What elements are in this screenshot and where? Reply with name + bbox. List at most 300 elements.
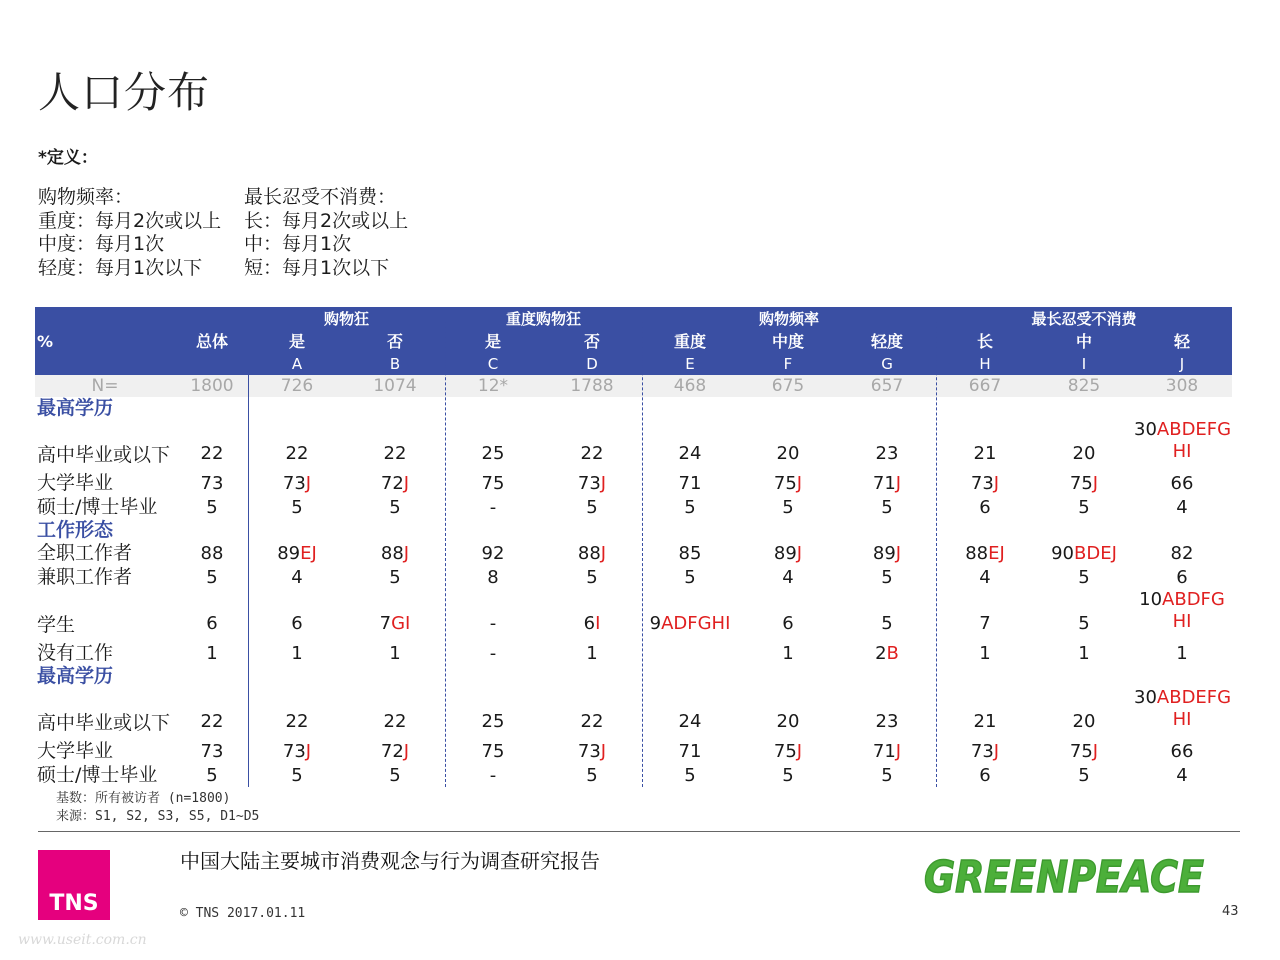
cell-line xyxy=(347,543,443,565)
cell-value: 88 xyxy=(200,543,224,564)
cell-value: 1 xyxy=(782,643,794,664)
table-cell xyxy=(544,741,640,763)
cell-value: 2 xyxy=(875,643,887,664)
cell-value: 1 xyxy=(1176,643,1188,664)
table-cell xyxy=(347,443,443,465)
cell-line xyxy=(164,473,260,495)
cell-value: 88 xyxy=(577,543,601,564)
cell-line xyxy=(164,497,260,519)
table-column-header xyxy=(35,331,1232,353)
cell-line xyxy=(839,643,935,665)
significance-marker: EJ xyxy=(300,543,317,564)
cell-line xyxy=(1134,589,1230,611)
cell-value: 75 xyxy=(773,741,797,762)
cell-line xyxy=(839,765,935,787)
table-cell xyxy=(740,613,836,635)
cell-line xyxy=(839,443,935,465)
cell-value: 30 xyxy=(1134,419,1157,440)
cell-line xyxy=(1036,741,1132,763)
table-cell xyxy=(839,567,935,589)
column-letter: J xyxy=(1179,355,1185,373)
group-header: 购物频率 xyxy=(758,310,819,328)
cell-line xyxy=(1134,419,1230,441)
cell-line xyxy=(249,443,345,465)
cell-value: 4 xyxy=(1176,765,1188,786)
table-cell xyxy=(544,711,640,733)
table-row xyxy=(35,565,1232,589)
table-cell xyxy=(839,443,935,465)
table-cell xyxy=(740,543,836,565)
cell-value: 89 xyxy=(277,543,301,564)
table-cell xyxy=(1134,419,1230,463)
copyright: © TNS 2017.01.11 xyxy=(180,906,306,921)
cell-value: 72 xyxy=(380,473,404,494)
row-label: 全职工作者 xyxy=(37,542,133,564)
table-cell xyxy=(642,443,738,465)
table-cell xyxy=(839,643,935,665)
table-cell xyxy=(347,765,443,787)
table-cell xyxy=(347,711,443,733)
table-cell xyxy=(1036,473,1132,495)
table-row xyxy=(35,495,1232,519)
significance-marker: ADFGHI xyxy=(661,613,731,634)
cell-value: 1 xyxy=(389,643,401,664)
cell-value: 24 xyxy=(678,711,702,732)
cell-value: 5 xyxy=(684,497,696,518)
cell-value: 22 xyxy=(285,443,309,464)
table-cell xyxy=(544,443,640,465)
cell-line xyxy=(839,567,935,589)
table-cell xyxy=(642,711,738,733)
cell-line xyxy=(937,543,1033,565)
cell-line xyxy=(164,543,260,565)
table-row xyxy=(35,467,1232,495)
column-header: 总体 xyxy=(195,332,228,351)
cell-value: 1 xyxy=(586,643,598,664)
cell-line xyxy=(544,443,640,465)
table-cell xyxy=(445,443,541,465)
cell-value: 89 xyxy=(773,543,797,564)
significance-marker: ABDEFG xyxy=(1156,687,1232,708)
cell-value: 1 xyxy=(1078,643,1090,664)
cell-line xyxy=(445,543,541,565)
significance-marker: J xyxy=(993,473,1000,494)
cell-line xyxy=(642,443,738,465)
table-cell xyxy=(249,711,345,733)
column-header: 轻度 xyxy=(870,332,903,351)
table-cell xyxy=(544,473,640,495)
table-cell xyxy=(642,567,738,589)
table-cell xyxy=(1134,687,1230,731)
group-header: 购物狂 xyxy=(323,310,369,328)
cell-value: 88 xyxy=(965,543,989,564)
cell-value: 75 xyxy=(773,473,797,494)
footnote-source: 来源：S1, S2, S3, S5, D1~D5 xyxy=(56,809,260,824)
sample-size-value: 308 xyxy=(1165,376,1199,396)
table-cell xyxy=(1134,765,1230,787)
column-header: 是 xyxy=(484,332,501,351)
cell-line xyxy=(445,443,541,465)
table-cell xyxy=(1134,643,1230,665)
sample-size-value: 1074 xyxy=(373,376,417,396)
table-row xyxy=(35,589,1232,637)
significance-marker: I xyxy=(595,613,601,634)
cell-line xyxy=(347,497,443,519)
table-cell xyxy=(249,567,345,589)
table-cell xyxy=(937,765,1033,787)
significance-marker: EJ xyxy=(988,543,1005,564)
cell-value: 75 xyxy=(1069,473,1093,494)
sample-size-value: 667 xyxy=(968,376,1002,396)
cell-value: 75 xyxy=(481,473,505,494)
cell-value: - xyxy=(489,497,497,518)
cell-value: 5 xyxy=(881,567,893,588)
significance-marker: J xyxy=(600,473,607,494)
cell-line xyxy=(1036,543,1132,565)
cell-line xyxy=(1036,443,1132,465)
cell-line xyxy=(164,567,260,589)
row-label: 硕士/博士毕业 xyxy=(37,496,158,518)
cell-value: 89 xyxy=(872,543,896,564)
table-cell xyxy=(937,497,1033,519)
column-header: 轻 xyxy=(1173,332,1190,351)
table-cell xyxy=(347,643,443,665)
cell-line xyxy=(1036,765,1132,787)
cell-value: 5 xyxy=(881,497,893,518)
table-cell xyxy=(347,567,443,589)
cell-value: 4 xyxy=(291,567,303,588)
section-title: 工作形态 xyxy=(37,519,114,541)
cell-line xyxy=(445,643,541,665)
cell-line xyxy=(937,643,1033,665)
section-header-row xyxy=(35,665,1232,687)
table-cell xyxy=(249,765,345,787)
table-cell xyxy=(839,613,935,635)
column-letter: C xyxy=(487,355,499,373)
footnote xyxy=(56,790,259,826)
cell-line xyxy=(544,497,640,519)
cell-line xyxy=(249,473,345,495)
table-cell xyxy=(445,741,541,763)
cell-line xyxy=(937,497,1033,519)
significance-marker: J xyxy=(796,741,803,762)
column-separator xyxy=(445,307,446,787)
cell-line xyxy=(249,567,345,589)
table-cell xyxy=(164,497,260,519)
cell-value: 5 xyxy=(389,497,401,518)
column-separator xyxy=(642,307,643,787)
table-row xyxy=(35,735,1232,763)
table-cell xyxy=(740,765,836,787)
cell-value: 24 xyxy=(678,443,702,464)
cell-line xyxy=(164,765,260,787)
cell-line xyxy=(1036,473,1132,495)
significance-marker: J xyxy=(600,543,607,564)
cell-line xyxy=(1134,741,1230,763)
cell-value: 90 xyxy=(1051,543,1074,564)
cell-line xyxy=(839,711,935,733)
cell-line xyxy=(740,711,836,733)
cell-line xyxy=(1036,711,1132,733)
significance-marker: J xyxy=(403,543,410,564)
cell-value: 5 xyxy=(586,497,598,518)
cell-value: 5 xyxy=(586,765,598,786)
cell-value: 10 xyxy=(1139,589,1163,610)
table-cell xyxy=(839,765,935,787)
table-cell xyxy=(445,473,541,495)
definition-line: 重度：每月2次或以上 xyxy=(38,209,222,232)
table-cell xyxy=(740,443,836,465)
cell-value: 73 xyxy=(200,473,224,494)
cell-value: 75 xyxy=(1069,741,1093,762)
section-header-row xyxy=(35,519,1232,541)
table-cell xyxy=(1036,765,1132,787)
cell-line xyxy=(1036,567,1132,589)
tns-logo xyxy=(38,850,110,920)
table-cell xyxy=(544,643,640,665)
cell-line xyxy=(347,741,443,763)
cell-line xyxy=(347,765,443,787)
percent-label: % xyxy=(37,332,54,351)
cell-value: 6 xyxy=(979,765,991,786)
cell-line xyxy=(249,497,345,519)
demographics-table xyxy=(35,307,1232,787)
cell-value: 21 xyxy=(973,443,997,464)
cell-value: 5 xyxy=(1078,613,1090,634)
table-cell xyxy=(1036,443,1132,465)
table-cell xyxy=(937,643,1033,665)
cell-value: 66 xyxy=(1170,473,1194,494)
sample-size-value: 1800 xyxy=(190,376,234,396)
table-letter-header xyxy=(35,353,1232,375)
cell-value: 5 xyxy=(782,765,794,786)
cell-value: 22 xyxy=(200,711,224,732)
cell-line xyxy=(1134,687,1230,709)
report-title: 中国大陆主要城市消费观念与行为调查研究报告 xyxy=(180,849,600,873)
cell-value: 71 xyxy=(678,741,702,762)
cell-value: 5 xyxy=(206,765,218,786)
row-label: 学生 xyxy=(37,614,76,636)
cell-value: 25 xyxy=(481,443,505,464)
table-cell xyxy=(445,497,541,519)
column-letter: A xyxy=(291,355,303,373)
column-letter: H xyxy=(979,355,991,373)
cell-line xyxy=(1134,497,1230,519)
table-cell xyxy=(164,473,260,495)
cell-value: 30 xyxy=(1134,687,1157,708)
cell-line xyxy=(740,765,836,787)
cell-value: 5 xyxy=(389,567,401,588)
cell-line xyxy=(1134,473,1230,495)
table-cell xyxy=(1036,613,1132,635)
sample-size-value: 1788 xyxy=(570,376,614,396)
cell-value: 5 xyxy=(206,497,218,518)
cell-line xyxy=(249,711,345,733)
cell-value: 23 xyxy=(875,443,899,464)
cell-line xyxy=(164,643,260,665)
cell-value: - xyxy=(489,643,497,664)
cell-line xyxy=(445,473,541,495)
cell-value: 5 xyxy=(881,613,893,634)
cell-line xyxy=(937,613,1033,635)
cell-value: 4 xyxy=(979,567,991,588)
cell-value: 82 xyxy=(1170,543,1194,564)
cell-value: 20 xyxy=(1072,711,1096,732)
cell-line xyxy=(249,741,345,763)
greenpeace-logo xyxy=(922,850,1207,902)
cell-value: 73 xyxy=(577,741,601,762)
table-cell xyxy=(249,443,345,465)
sample-size-row xyxy=(35,375,1232,397)
table-cell xyxy=(164,613,260,635)
significance-marker: ABDEFG xyxy=(1156,419,1232,440)
cell-line xyxy=(642,765,738,787)
column-letter: D xyxy=(586,355,598,373)
column-letter: F xyxy=(783,355,793,373)
cell-value: 25 xyxy=(481,711,505,732)
cell-line xyxy=(937,473,1033,495)
definition-line: 购物频率： xyxy=(38,186,134,208)
cell-value: 85 xyxy=(678,543,702,564)
table-cell xyxy=(544,543,640,565)
cell-line xyxy=(164,443,260,465)
table-cell xyxy=(740,741,836,763)
sample-size-value: 468 xyxy=(673,376,707,396)
cell-line xyxy=(839,613,935,635)
cell-line xyxy=(544,567,640,589)
significance-marker: J xyxy=(993,741,1000,762)
cell-value: 73 xyxy=(577,473,601,494)
definition-shopping-frequency xyxy=(38,186,221,280)
row-label: 大学毕业 xyxy=(37,740,114,762)
cell-line xyxy=(249,543,345,565)
cell-line xyxy=(740,473,836,495)
cell-value: 20 xyxy=(776,443,800,464)
table-cell xyxy=(937,567,1033,589)
cell-value: 5 xyxy=(206,567,218,588)
cell-value: 20 xyxy=(1072,443,1096,464)
table-cell xyxy=(1036,741,1132,763)
section-title: 最高学历 xyxy=(37,665,114,687)
cell-line xyxy=(937,741,1033,763)
cell-line xyxy=(642,473,738,495)
cell-line xyxy=(249,765,345,787)
cell-line xyxy=(740,613,836,635)
table-cell xyxy=(445,711,541,733)
cell-line xyxy=(937,711,1033,733)
group-header: 重度购物狂 xyxy=(505,310,581,328)
section-header-row xyxy=(35,397,1232,419)
cell-value: 20 xyxy=(776,711,800,732)
cell-line xyxy=(347,711,443,733)
cell-value: 6 xyxy=(1176,567,1188,588)
cell-line xyxy=(740,567,836,589)
cell-value: 92 xyxy=(481,543,505,564)
cell-value: 22 xyxy=(383,711,407,732)
cell-line xyxy=(249,613,345,635)
significance-marker: J xyxy=(1092,741,1099,762)
column-header: 否 xyxy=(583,332,600,351)
cell-line xyxy=(445,567,541,589)
table-cell xyxy=(937,741,1033,763)
cell-value: 23 xyxy=(875,711,899,732)
cell-value: 5 xyxy=(881,765,893,786)
row-label: 兼职工作者 xyxy=(37,566,133,588)
row-label: 硕士/博士毕业 xyxy=(37,764,158,786)
table-cell xyxy=(249,741,345,763)
footer-divider xyxy=(38,831,1240,832)
cell-line xyxy=(164,741,260,763)
cell-line xyxy=(1134,643,1230,665)
column-header: 中 xyxy=(1075,332,1092,351)
table-cell xyxy=(1134,589,1230,633)
footnote-base: 基数：所有被访者 (n=1800) xyxy=(56,791,231,806)
table-cell xyxy=(1134,567,1230,589)
sample-size-value: 675 xyxy=(771,376,805,396)
table-cell xyxy=(937,613,1033,635)
table-cell xyxy=(642,497,738,519)
cell-value: 22 xyxy=(580,711,604,732)
cell-value: 88 xyxy=(380,543,404,564)
definition-max-no-spend xyxy=(244,186,408,280)
table-cell xyxy=(740,567,836,589)
column-letter: B xyxy=(389,355,401,373)
table-row xyxy=(35,687,1232,735)
cell-line xyxy=(445,765,541,787)
definition-heading: *定义： xyxy=(38,148,98,168)
table-cell xyxy=(347,473,443,495)
column-header: 长 xyxy=(976,332,993,351)
significance-marker-continued: HI xyxy=(1172,709,1192,730)
cell-value: 71 xyxy=(872,741,896,762)
cell-line xyxy=(445,497,541,519)
cell-value: 5 xyxy=(586,567,598,588)
definition-line: 短：每月1次以下 xyxy=(244,256,390,279)
sample-size-value: 825 xyxy=(1067,376,1101,396)
significance-marker: B xyxy=(886,643,899,664)
greenpeace-logo-text: GREENPEACE xyxy=(924,852,1204,903)
cell-value: 75 xyxy=(481,741,505,762)
cell-line xyxy=(347,567,443,589)
table-cell xyxy=(544,567,640,589)
table-cell xyxy=(937,543,1033,565)
cell-value: 9 xyxy=(649,613,662,634)
cell-value: 5 xyxy=(684,765,696,786)
cell-value: 71 xyxy=(872,473,896,494)
table-cell xyxy=(445,543,541,565)
cell-line xyxy=(642,543,738,565)
table-cell xyxy=(740,711,836,733)
watermark: www.useit.com.cn xyxy=(18,932,147,948)
cell-value: - xyxy=(489,765,497,786)
cell-value: 71 xyxy=(678,473,702,494)
table-cell xyxy=(544,765,640,787)
cell-value: 22 xyxy=(580,443,604,464)
column-separator xyxy=(936,307,937,787)
table-cell xyxy=(740,643,836,665)
cell-value: 1 xyxy=(291,643,303,664)
row-label: 高中毕业或以下 xyxy=(37,444,171,466)
tns-logo-text: TNS xyxy=(49,891,99,916)
column-letter: I xyxy=(1081,355,1087,373)
cell-value: 5 xyxy=(291,765,303,786)
table-cell xyxy=(544,613,640,635)
row-label: 大学毕业 xyxy=(37,472,114,494)
table-cell xyxy=(347,613,443,635)
cell-value: 73 xyxy=(970,473,994,494)
cell-line xyxy=(544,543,640,565)
significance-marker: BDEJ xyxy=(1074,543,1117,564)
